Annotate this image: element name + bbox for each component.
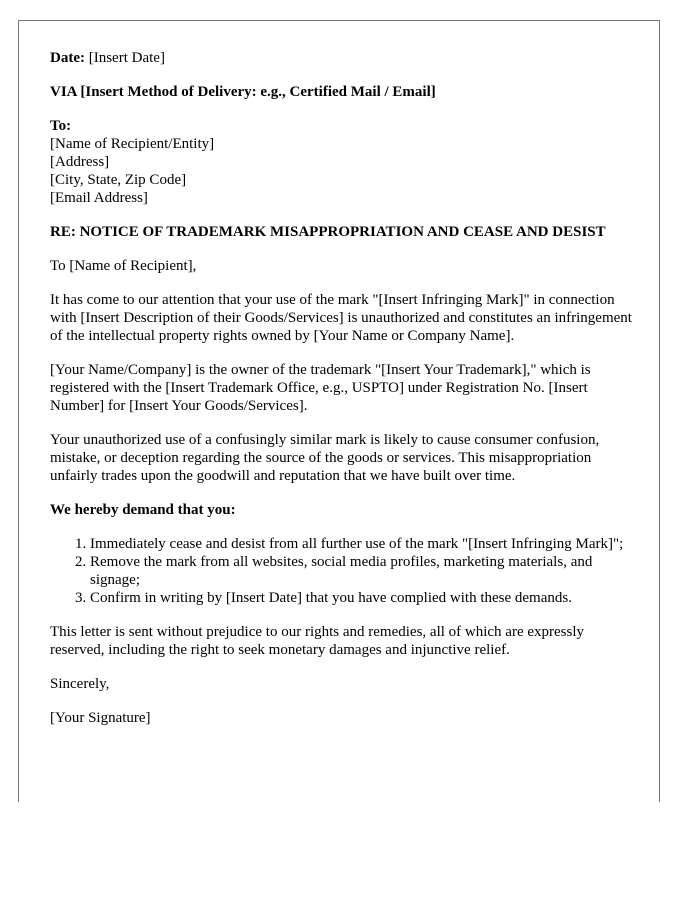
recipient-name: [Name of Recipient/Entity]	[50, 136, 215, 152]
date-line	[50, 49, 635, 67]
closing: Sincerely,	[50, 676, 110, 692]
demand-item-remove: 2. Remove the mark from all websites, social media profiles, marketing materials, and signage;	[90, 553, 635, 589]
recipient-city-state-zip: [City, State, Zip Code]	[50, 172, 187, 188]
delivery-method: VIA [Insert Method of Delivery: e.g., Certified Mail / Email]	[50, 84, 436, 100]
demand-item-confirm: 3. Confirm in writing by [Insert Date] that you have complied with these demands.	[90, 589, 635, 607]
recipient-block	[50, 117, 635, 207]
date-value: [Insert Date]	[88, 50, 165, 66]
demand-item-cease: 1. Immediately cease and desist from all further use of the mark "[Insert Infringing Mark]";	[90, 535, 635, 553]
body-paragraph-confusion: Your unauthorized use of a confusingly similar mark is likely to cause consumer confusion, mistake, or deception regarding the source of the goods or services. This misappropriation unfairly trades upon the goodwill and reputation that we have built over time.	[50, 432, 600, 484]
demand-list	[50, 535, 635, 607]
body-paragraph-ownership: [Your Name/Company] is the owner of the trademark "[Insert Your Trademark]," which is registered with the [Insert Trademark Office, e.g., USPTO] under Registration No. [Insert Number] for [Insert Your Goods/Services].	[50, 362, 591, 414]
date-label: Date:	[50, 50, 85, 66]
salutation: To [Name of Recipient],	[50, 258, 197, 274]
to-label: To:	[50, 118, 72, 134]
subject-line: RE: NOTICE OF TRADEMARK MISAPPROPRIATION AND CEASE AND DESIST	[50, 224, 606, 240]
letter-content	[50, 49, 635, 743]
recipient-email: [Email Address]	[50, 190, 148, 206]
signature: [Your Signature]	[50, 710, 151, 726]
closing-paragraph: This letter is sent without prejudice to our rights and remedies, all of which are expressly reserved, including the right to seek monetary damages and injunctive relief.	[50, 624, 585, 658]
demand-heading: We hereby demand that you:	[50, 502, 236, 518]
recipient-address: [Address]	[50, 154, 110, 170]
body-paragraph-infringement: It has come to our attention that your use of the mark "[Insert Infringing Mark]" in connection with [Insert Description of their Goods/Services] is unauthorized and constitutes an infringement of the intellectual property rights owned by [Your Name or Company Name].	[50, 292, 632, 344]
letter-page	[18, 20, 660, 802]
